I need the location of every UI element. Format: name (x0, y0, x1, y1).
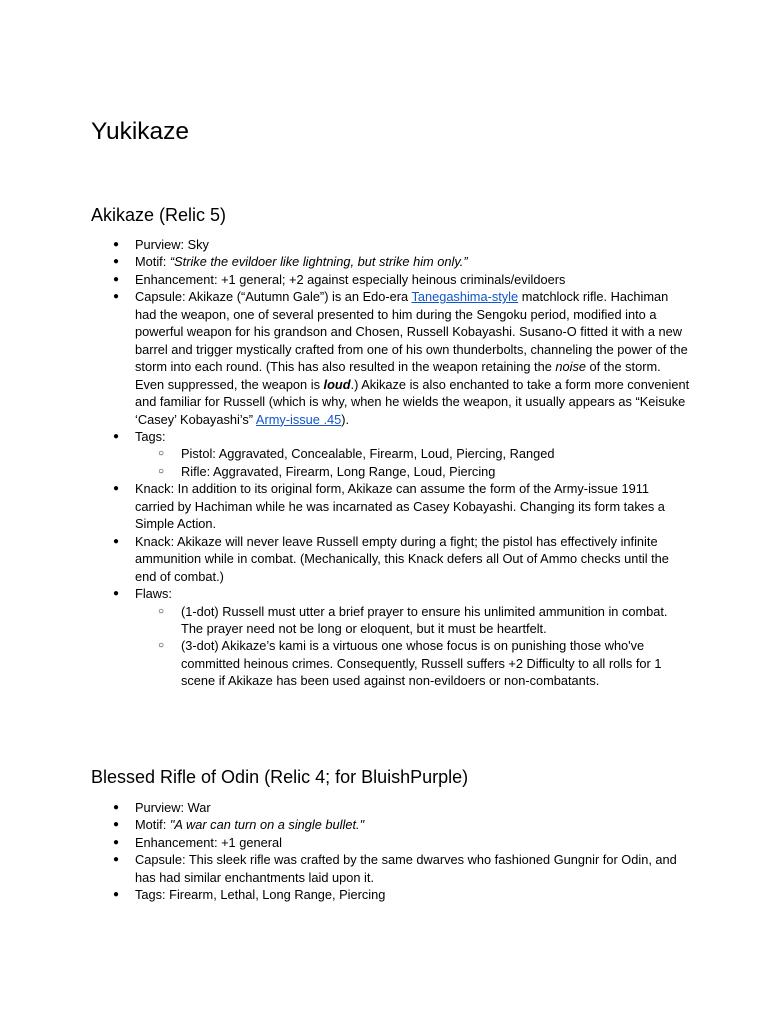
odin-capsule: ● Capsule: This sleek rifle was crafted by the same dwarves who fashioned Gungnir for Odin, and has had similar enchantments laid upon it. (91, 851, 691, 886)
heading-blessed-rifle: Blessed Rifle of Odin (Relic 4; for BluishPurple) (91, 767, 469, 787)
odin-purview: ● Purview: War (91, 799, 691, 816)
capsule-text-1: Capsule: Akikaze (“Autumn Gale”) is an Edo-era (135, 289, 412, 305)
odin-list (91, 799, 691, 904)
link-army-issue[interactable]: Army-issue .45 (255, 411, 342, 427)
link-tanegashima[interactable]: Tanegashima-style (411, 289, 519, 305)
motif-quote: "A war can turn on a single bullet." (169, 817, 365, 833)
tag-pistol: ○ Pistol: Aggravated, Concealable, Firearm, Loud, Piercing, Ranged (91, 445, 691, 462)
capsule-noise: noise (555, 359, 586, 375)
flaws-label: Flaws: (135, 586, 172, 602)
akikaze-knack-1: ● Knack: In addition to its original form, Akikaze can assume the form of the Army-issue 1911 carried by Hachiman while he was incarnated as Casey Kobayashi. Changing its form takes a Simple Action. (91, 480, 691, 532)
odin-enhancement: ● Enhancement: +1 general (91, 834, 691, 851)
tag-rifle: ○ Rifle: Aggravated, Firearm, Long Range, Loud, Piercing (91, 463, 691, 480)
capsule-loud: loud (323, 376, 351, 392)
heading-akikaze: Akikaze (Relic 5) (91, 205, 227, 225)
flaw-1-dot: ○ (1-dot) Russell must utter a brief prayer to ensure his unlimited ammunition in combat. The prayer need not be long or eloquent, but it must be heartfelt. (91, 603, 691, 638)
motif-quote: “Strike the evildoer like lightning, but strike him only.” (169, 254, 468, 270)
capsule-text-3: of the storm. Even suppressed, the weapon is (135, 359, 661, 392)
akikaze-flaws (91, 585, 691, 690)
motif-label: Motif: (135, 254, 170, 270)
document-title: Yukikaze (91, 118, 190, 145)
odin-tags: ● Tags: Firearm, Lethal, Long Range, Piercing (91, 886, 691, 903)
akikaze-knack-2: ● Knack: Akikaze will never leave Russell empty during a fight; the pistol has effectively infinite ammunition while in combat. (Mechanically, this Knack defers all Out of Ammo checks until the end of combat.) (91, 533, 691, 585)
akikaze-motif (91, 253, 691, 270)
tags-sublist (135, 445, 691, 480)
tags-label: Tags: (135, 428, 166, 444)
capsule-text-4: .) Akikaze is also enchanted to take a form more convenient and familiar for Russell (which is why, when he wields the weapon, it usually appears as “Keisuke ‘Casey’ Kobayashi’s” (135, 376, 690, 427)
odin-motif (91, 816, 691, 833)
motif-label: Motif: (135, 817, 170, 833)
akikaze-tags (91, 428, 691, 480)
akikaze-purview: ● Purview: Sky (91, 236, 691, 253)
capsule-text-5: ). (341, 411, 350, 427)
capsule-text-2: matchlock rifle. Hachiman had the weapon, one of several presented to him during the Sengoku period, modified into a powerful weapon for his grandson and Chosen, Russell Kobayashi. Susano-O fitted it with a new barrel and trigger mystically crafted from one of his own thunderbolts, channeling the power of the storm into each round. (This has also resulted in the weapon retaining the (135, 289, 688, 375)
flaws-sublist (135, 603, 691, 690)
akikaze-capsule (91, 288, 691, 428)
akikaze-enhancement: ● Enhancement: +1 general; +2 against especially heinous criminals/evildoers (91, 271, 691, 288)
akikaze-list (91, 236, 691, 690)
flaw-3-dot: ○ (3-dot) Akikaze’s kami is a virtuous one whose focus is on punishing those who've committed heinous crimes. Consequently, Russell suffers +2 Difficulty to all rolls for 1 scene if Akikaze has been used against non-evildoers or non-combatants. (91, 637, 691, 689)
